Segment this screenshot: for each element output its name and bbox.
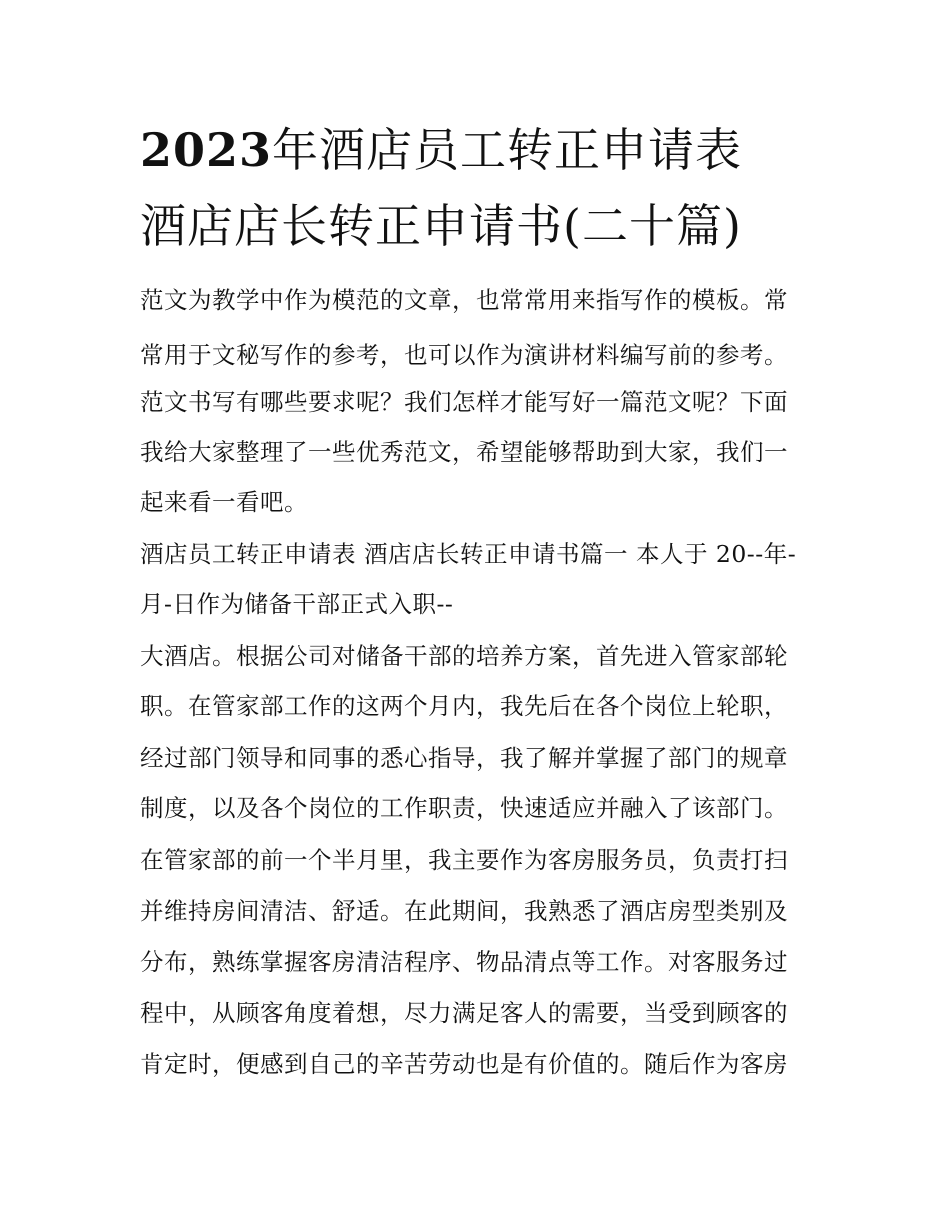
title-year: 2023: [140, 123, 273, 177]
body-line: 大酒店。根据公司对储备干部的培养方案，首先进入管家部轮: [140, 642, 788, 670]
body-line: 职。在管家部工作的这两个月内，我先后在各个岗位上轮职，: [140, 692, 788, 720]
body-line: 程中，从顾客角度着想，尽力满足客人的需要，当受到顾客的: [140, 999, 788, 1027]
body-line: 常用于文秘写作的参考，也可以作为演讲材料编写前的参考。: [140, 341, 788, 369]
body-line: 酒店员工转正申请表 酒店店长转正申请书篇一 本人于 20--年-: [140, 540, 797, 568]
document-title-line-1: [140, 120, 840, 180]
body-line: 范文为教学中作为模范的文章，也常常用来指写作的模板。常: [140, 286, 788, 314]
body-line: 分布，熟练掌握客房清洁程序、物品清点等工作。对客服务过: [140, 948, 788, 976]
title-line-1-text: 年酒店员工转正申请表: [272, 123, 743, 177]
body-line: 经过部门领导和同事的悉心指导，我了解并掌握了部门的规章: [140, 744, 788, 772]
body-line: 月-日作为储备干部正式入职--: [140, 590, 454, 618]
body-line: 在管家部的前一个半月里，我主要作为客房服务员，负责打扫: [140, 846, 788, 874]
body-line: 我给大家整理了一些优秀范文，希望能够帮助到大家，我们一: [140, 438, 788, 466]
body-line: 范文书写有哪些要求呢？我们怎样才能写好一篇范文呢？下面: [140, 388, 788, 416]
body-line: 肯定时，便感到自己的辛苦劳动也是有价值的。随后作为客房: [140, 1050, 788, 1078]
body-line: 起来看一看吧。: [140, 488, 308, 516]
body-line: 制度，以及各个岗位的工作职责，快速适应并融入了该部门。: [140, 794, 788, 822]
body-line: 并维持房间清洁、舒适。在此期间，我熟悉了酒店房型类别及: [140, 897, 788, 925]
document-title-line-2: 酒店店长转正申请书(二十篇): [140, 199, 742, 253]
